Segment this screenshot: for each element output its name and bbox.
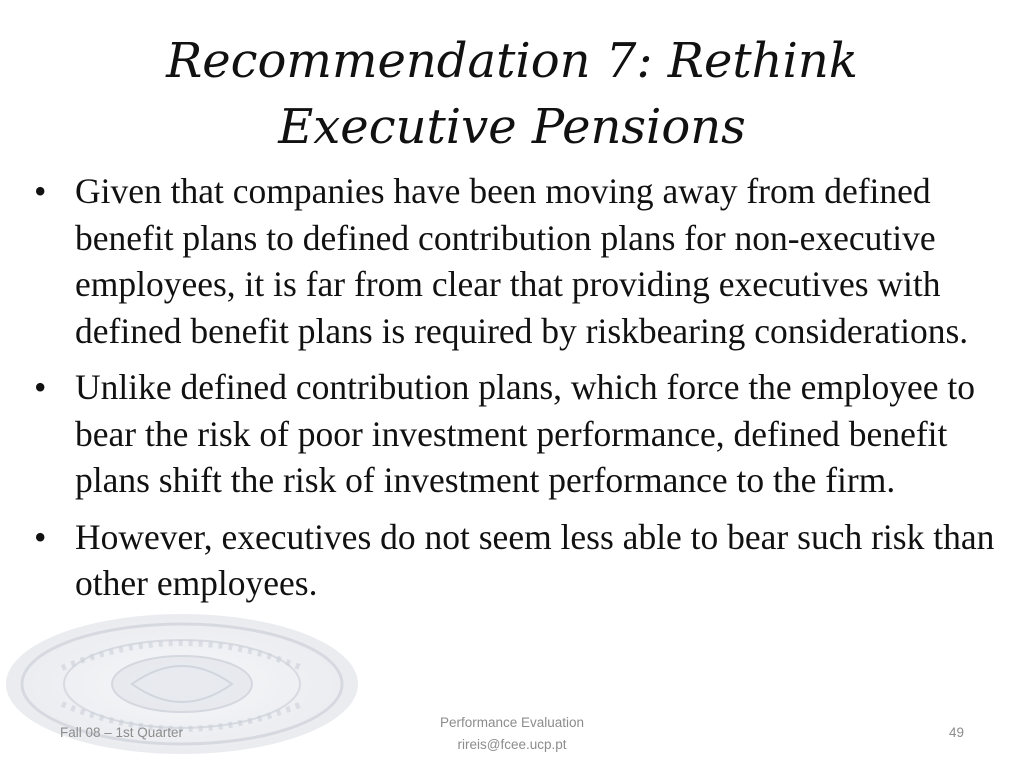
bullet-item: [34, 364, 996, 504]
bullet-text: However, executives do not seem less able to bear such risk than other employees.: [75, 516, 995, 603]
bullet-list: [34, 168, 996, 617]
bullet-marker: •: [34, 516, 47, 557]
bullet-marker: •: [34, 171, 47, 211]
footer-email: rireis@fcee.ucp.pt: [457, 737, 567, 752]
bullet-item: [34, 514, 996, 607]
slide-title: Recommendation 7: Rethink Executive Pensions: [166, 33, 858, 155]
bullet-text: Given that companies have been moving away from defined benefit plans to defined contribution plans for non-executive employees, it is far from clear that providing executives with defined benefit plans is required by riskbearing considerations.: [75, 171, 969, 351]
footer-date: Fall 08 – 1st Quarter: [60, 725, 184, 740]
footer-center: [362, 712, 662, 756]
footer-course-title: Performance Evaluation: [439, 715, 585, 730]
bullet-text: Unlike defined contribution plans, which force the employee to bear the risk of poor investment performance, defined benefit plans shift the risk of investment performance to the firm.: [75, 367, 976, 500]
page-number: 49: [948, 725, 964, 740]
bullet-marker: •: [34, 367, 47, 407]
bullet-item: [34, 168, 996, 354]
